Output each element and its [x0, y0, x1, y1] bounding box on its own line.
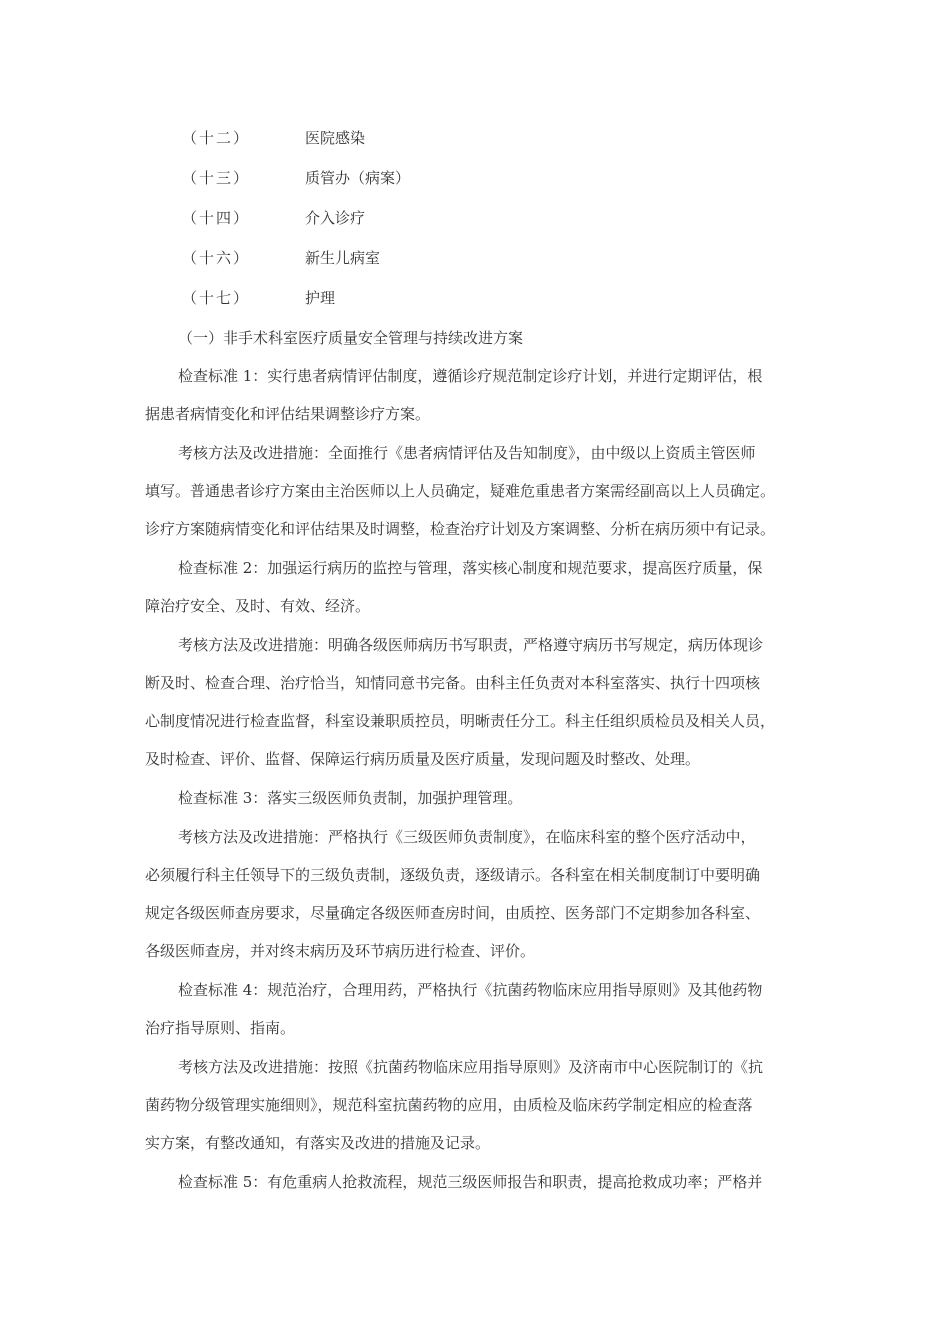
body-line: 规定各级医师查房要求，尽量确定各级医师查房时间，由质控、医务部门不定期参加各科室、: [145, 904, 761, 922]
body-line: 检查标准 1：实行患者病情评估制度，遵循诊疗规范制定诊疗计划，并进行定期评估，根: [178, 367, 763, 385]
body-line: 障治疗安全、及时、有效、经济。: [145, 597, 371, 615]
body-line: 据患者病情变化和评估结果调整诊疗方案。: [145, 405, 431, 423]
body-line: 断及时、检查合理、治疗恰当，知情同意书完备。由科主任负责对本科室落实、执行十四项核: [145, 674, 761, 692]
toc-title: 新生儿病室: [305, 249, 381, 267]
body-line: 及时检查、评价、监督、保障运行病历质量及医疗质量，发现问题及时整改、处理。: [145, 750, 701, 768]
body-line: 治疗指导原则、指南。: [145, 1019, 296, 1037]
body-line: 填写。普通患者诊疗方案由主治医师以上人员确定，疑难危重患者方案需经副高以上人员确定。: [145, 482, 776, 500]
body-line: 实方案，有整改通知，有落实及改进的措施及记录。: [145, 1134, 491, 1152]
toc-title: 护理: [305, 289, 336, 307]
body-line: 心制度情况进行检查监督，科室设兼职质控员，明晰责任分工。科主任组织质检员及相关人员，: [145, 712, 776, 730]
toc-number: （十二）: [182, 129, 251, 147]
toc-number: （十四）: [182, 209, 251, 227]
body-line: 考核方法及改进措施：按照《抗菌药物临床应用指导原则》及济南市中心医院制订的《抗: [178, 1058, 764, 1076]
body-line: 菌药物分级管理实施细则》，规范科室抗菌药物的应用，由质检及临床药学制定相应的检查落: [145, 1096, 753, 1114]
body-line: 诊疗方案随病情变化和评估结果及时调整，检查治疗计划及方案调整、分析在病历须中有记录。: [145, 520, 776, 538]
toc-number: （十三）: [182, 169, 251, 187]
body-line: 检查标准 5：有危重病人抢救流程，规范三级医师报告和职责，提高抢救成功率；严格并: [178, 1173, 763, 1191]
body-line: 考核方法及改进措施：明确各级医师病历书写职责，严格遵守病历书写规定，病历体现诊: [178, 636, 764, 654]
body-line: 各级医师查房，并对终末病历及环节病历进行检查、评价。: [145, 942, 536, 960]
body-line: 检查标准 2：加强运行病历的监控与管理，落实核心制度和规范要求，提高医疗质量，保: [178, 559, 763, 577]
toc-number: （十七）: [182, 289, 251, 307]
section-heading: （一）非手术科室医疗质量安全管理与持续改进方案: [178, 329, 524, 347]
body-line: 考核方法及改进措施：全面推行《患者病情评估及告知制度》，由中级以上资质主管医师: [178, 444, 756, 462]
body-line: 检查标准 4：规范治疗，合理用药，严格执行《抗菌药物临床应用指导原则》及其他药物: [178, 981, 763, 999]
body-line: 考核方法及改进措施：严格执行《三级医师负责制度》，在临床科室的整个医疗活动中，: [178, 828, 756, 846]
toc-title: 医院感染: [305, 129, 366, 147]
toc-number: （十六）: [182, 249, 251, 267]
toc-title: 介入诊疗: [305, 209, 366, 227]
body-line: 必须履行科主任领导下的三级负责制，逐级负责，逐级请示。各科室在相关制度制订中要明确: [145, 866, 761, 884]
toc-title: 质管办（病案）: [305, 169, 411, 187]
body-line: 检查标准 3：落实三级医师负责制，加强护理管理。: [178, 789, 523, 807]
